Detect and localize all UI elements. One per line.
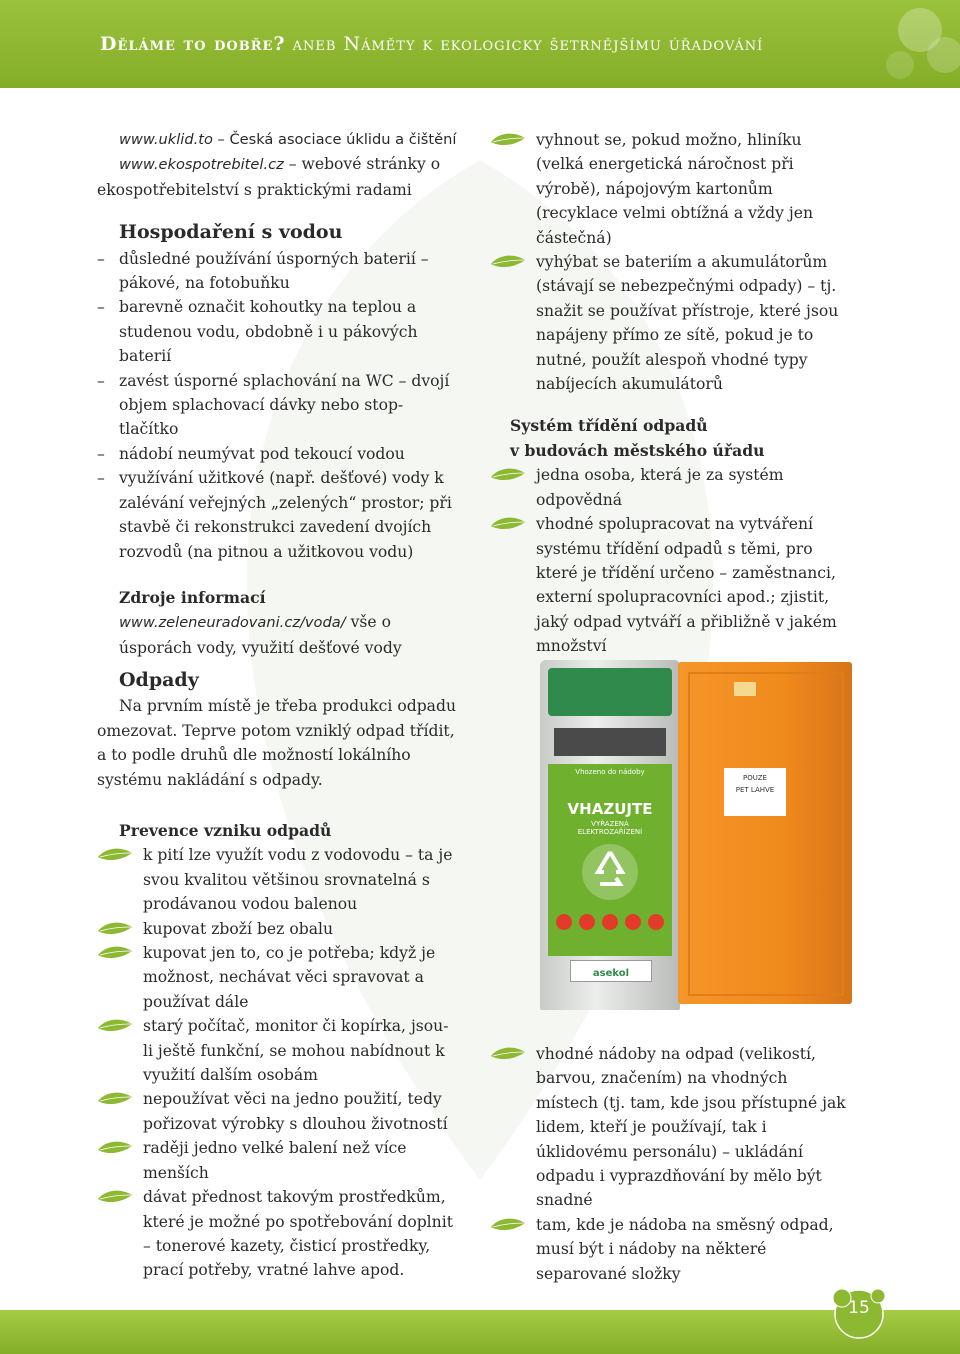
bin-title: VHAZUJTE — [567, 800, 653, 818]
water-item — [97, 466, 457, 564]
link-uklid[interactable]: www.uklid.to — [119, 131, 213, 148]
waste-heading: Odpady — [119, 669, 199, 691]
pet-bin-label-2: PET LAHVE — [735, 786, 775, 794]
resource-link-1 — [97, 128, 457, 152]
right-bottom-list — [490, 1042, 852, 1286]
right-column-top — [490, 128, 852, 659]
pet-bottle-bin — [678, 662, 852, 1004]
bottom-item — [536, 1042, 852, 1213]
prevention-item — [143, 843, 457, 916]
device-icon — [625, 914, 641, 930]
prevention-item — [143, 1136, 457, 1185]
prevention-item-text: nepoužívat věci na jedno použití, tedy pořizovat výrobky s dlouhou životností — [143, 1090, 448, 1133]
dash-icon: – — [97, 249, 105, 268]
prevention-item — [143, 941, 457, 1014]
leaf-bullet-icon — [490, 1218, 526, 1232]
prevention-item — [143, 1087, 457, 1136]
leaf-bullet-icon — [97, 1190, 133, 1204]
electro-waste-bin — [540, 660, 680, 1010]
leaf-bullet-icon — [97, 946, 133, 960]
prevention-section — [97, 819, 457, 1283]
leaf-bullet-icon — [490, 133, 526, 147]
prevention-item-text: kupovat jen to, co je potřeba; když je možnost, nechávat věci spravovat a používat dále — [143, 944, 436, 1011]
right-item — [536, 128, 852, 250]
water-item — [97, 247, 457, 296]
dash-icon: – — [97, 371, 105, 390]
left-column — [97, 128, 457, 660]
bin-slot — [554, 728, 666, 756]
system-item — [536, 512, 852, 658]
link-zeleneuradovani[interactable]: www.zeleneuradovani.cz/voda/ — [119, 614, 346, 632]
prevention-item-text: kupovat zboží bez obalu — [143, 919, 334, 938]
bin-green-panel — [548, 764, 672, 956]
bin-top-label: Vhozeno do nádoby — [575, 768, 645, 776]
water-item-text: nádobí neumývat pod tekoucí vodou — [119, 444, 405, 463]
leaf-bullet-icon — [490, 1047, 526, 1061]
right-top-list — [490, 128, 852, 396]
water-item-text: zavést úsporné splachování na WC – dvojí objem splachovací dávky nebo stop-tlačítko — [119, 371, 450, 439]
page-number-badge — [828, 1284, 890, 1340]
footer-bar — [0, 1310, 960, 1354]
prevention-item-text: dávat přednost takovým prostředkům, které je možné po spotřebování doplnit – tonerové kazety, čisticí prostředky, prací potřeby, vratné lahve apod. — [143, 1188, 453, 1280]
prevention-item-text: raději jedno velké balení než více menších — [143, 1139, 407, 1182]
right-item-text: vyhýbat se bateriím a akumulátorům (stávají se nebezpečnými odpady) – tj. snažit se používat přístroje, které jsou napájeny přímo ze sítě, pokud je to nutné, použít alespoň vhodné typy nabíjecích akumulátorů — [536, 253, 839, 394]
waste-text: Na prvním místě je třeba produkci odpadu omezovat. Teprve potom vzniklý odpad třídit, a to podle druhů dle možností lokálního systému nakládání s odpady. — [97, 697, 457, 789]
dash-icon: – — [97, 298, 105, 317]
source-desc: vše o úsporách vody, využití dešťové vody — [119, 613, 402, 657]
link-uklid-desc: – Česká asociace úklidu a čištění — [217, 131, 457, 148]
link-ekospotrebitel-desc: – webové stránky o ekospotřebitelství s praktickými radami — [97, 155, 441, 199]
resource-link-2 — [97, 152, 457, 202]
header-title-rest: aneb Náměty k ekologicky šetrnějšímu úřadování — [285, 33, 764, 55]
prevention-heading: Prevence vzniku odpadů — [119, 821, 332, 840]
device-icon — [556, 914, 572, 930]
water-item-text: důsledné používání úsporných baterií – pákové, na fotobuňku — [119, 249, 429, 293]
system-heading-line2: v budovách městského úřadu — [510, 440, 765, 460]
recycle-icon — [580, 842, 640, 902]
waste-section — [97, 668, 457, 792]
water-item — [97, 369, 457, 442]
device-icon — [602, 914, 618, 930]
water-item — [97, 295, 457, 368]
prevention-list — [97, 843, 457, 1282]
pet-bin-label-1: POUZE — [743, 774, 767, 782]
bin-lid — [548, 668, 672, 716]
leaf-bullet-icon — [490, 255, 526, 269]
waste-bins-photo — [530, 660, 860, 1020]
system-list — [490, 463, 852, 658]
device-icon — [579, 914, 595, 930]
leaf-bullet-icon — [97, 1141, 133, 1155]
dash-icon: – — [97, 444, 105, 463]
header-title — [100, 33, 763, 55]
device-icon — [648, 914, 664, 930]
leaf-bullet-icon — [97, 922, 133, 936]
right-item-text: vyhnout se, pokud možno, hliníku (velká energetická náročnost při výrobě), nápojovým kartonům (recyklace velmi obtížná a vždy jen částečná) — [536, 131, 813, 247]
water-item-text: využívání užitkové (např. dešťové) vody k zalévání veřejných „zelených“ prostor; při stavbě či rekonstrukci zavedení dvojích rozvodů (na pitnou a užitkovou vodu) — [119, 469, 452, 561]
leaf-bullet-icon — [97, 1019, 133, 1033]
right-column-bottom — [490, 1042, 852, 1286]
sources-heading: Zdroje informací — [119, 587, 266, 607]
header-bar — [0, 0, 960, 88]
page-number: 15 — [848, 1298, 870, 1318]
right-item — [536, 250, 852, 396]
water-item-text: barevně označit kohoutky na teplou a studenou vodu, obdobně i u pákových baterií — [119, 298, 418, 366]
water-heading: Hospodaření s vodou — [119, 221, 343, 244]
pet-bin-inner-border — [688, 672, 844, 996]
pet-bin-tag — [734, 682, 756, 696]
bottom-item-text: vhodné nádoby na odpad (velikostí, barvou, značením) na vhodných místech (tj. tam, kde jsou přístupné jak lidem, kteří je používají, tak i úklidovému personálu) – ukládání odpadu i vyprazdňování by mělo být snadné — [536, 1045, 846, 1210]
leaf-bullet-icon — [97, 1092, 133, 1106]
leaf-bullet-icon — [490, 468, 526, 482]
source-entry — [97, 610, 457, 660]
link-ekospotrebitel[interactable]: www.ekospotrebitel.cz — [119, 156, 284, 174]
bin-brand — [570, 960, 652, 982]
system-item — [536, 463, 852, 512]
prevention-item — [143, 1185, 457, 1283]
header-leaf-decoration-icon — [850, 0, 960, 88]
prevention-item-text: starý počítač, monitor či kopírka, jsou-li ještě funkční, se mohou nabídnout k využití dalším osobám — [143, 1017, 449, 1085]
prevention-item-text: k pití lze využít vodu z vodovodu – ta je svou kvalitou většinou srovnatelná s prodávanou vodou balenou — [143, 846, 453, 914]
leaf-bullet-icon — [490, 517, 526, 531]
bottom-item — [536, 1213, 852, 1286]
bin-icons-row — [556, 914, 664, 936]
system-item-text: jedna osoba, která je za systém odpovědná — [536, 466, 784, 509]
pet-bin-label — [724, 768, 786, 816]
water-item — [97, 442, 457, 466]
prevention-item — [143, 917, 457, 941]
bottom-item-text: tam, kde je nádoba na směsný odpad, musí být i nádoby na některé separované složky — [536, 1215, 834, 1283]
water-list — [97, 247, 457, 564]
bin-subtitle: VYŘAZENÁ ELEKTROZAŘÍZENÍ — [577, 820, 643, 836]
leaf-bullet-icon — [97, 848, 133, 862]
system-heading-line1: Systém třídění odpadů — [510, 416, 708, 436]
dash-icon: – — [97, 469, 105, 488]
bin-brand-text: asekol — [592, 968, 630, 979]
prevention-item — [143, 1014, 457, 1087]
header-title-bold: Děláme to dobře? — [100, 33, 286, 55]
system-item-text: vhodné spolupracovat na vytváření systému třídění odpadů s těmi, pro které je třídění určeno – zaměstnanci, externí spolupracovníci apod.; zjistit, jaký odpad vytváří a přibližně v jakém množství — [536, 515, 837, 656]
